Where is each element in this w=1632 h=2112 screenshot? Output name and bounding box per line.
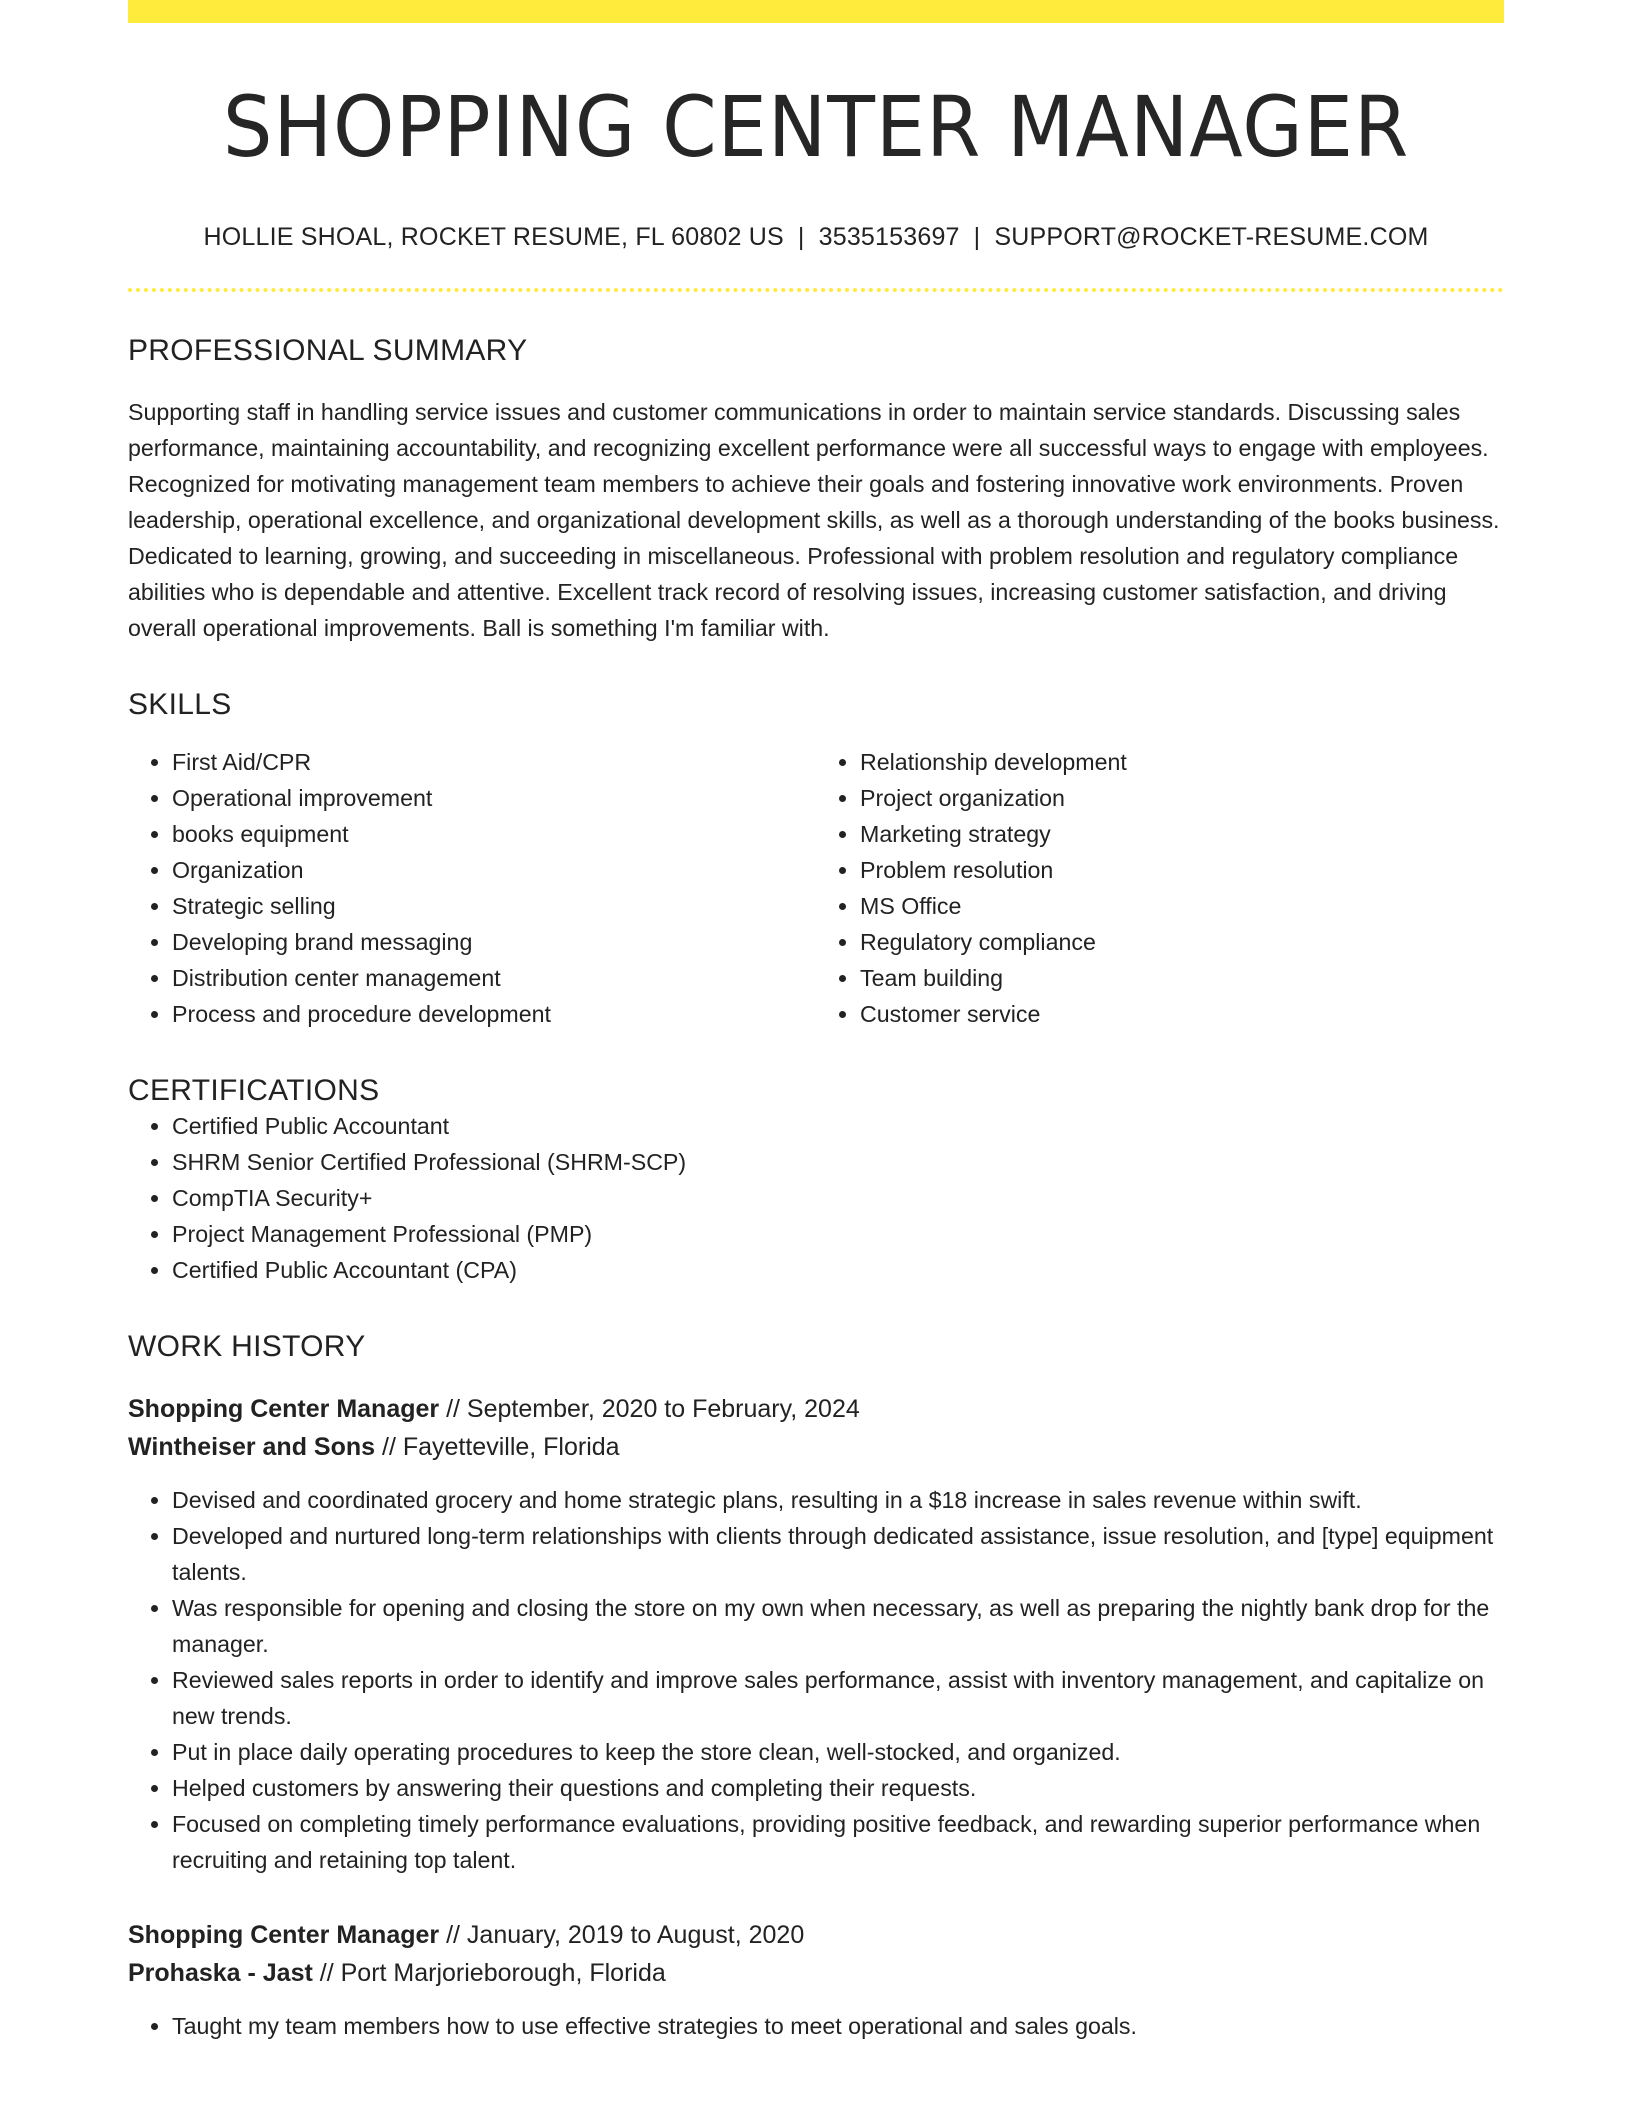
job-company: Wintheiser and Sons bbox=[128, 1433, 376, 1462]
skill-item: • books equipment bbox=[172, 816, 816, 852]
skill-item: • Distribution center management bbox=[172, 960, 816, 996]
certifications-heading: CERTIFICATIONS bbox=[128, 1074, 380, 1108]
contact-separator: | bbox=[797, 223, 805, 252]
skills-columns bbox=[128, 744, 1504, 1032]
job-duty: • Helped customers by answering their questions and completing their requests. bbox=[172, 1770, 1504, 1806]
job-title-line bbox=[128, 1390, 1504, 1428]
skill-item: • Customer service bbox=[860, 996, 1504, 1032]
skill-item: • Regulatory compliance bbox=[860, 924, 1504, 960]
skill-item: • Strategic selling bbox=[172, 888, 816, 924]
contact-separator: | bbox=[973, 223, 981, 252]
skill-item: • First Aid/CPR bbox=[172, 744, 816, 780]
resume-page bbox=[128, 0, 1504, 2044]
skill-item: • Relationship development bbox=[860, 744, 1504, 780]
job-dates: // September, 2020 to February, 2024 bbox=[439, 1395, 860, 1424]
contact-email: SUPPORT@ROCKET-RESUME.COM bbox=[994, 223, 1429, 252]
skill-item: • Organization bbox=[172, 852, 816, 888]
skill-item: • Problem resolution bbox=[860, 852, 1504, 888]
job-duty: • Taught my team members how to use effective strategies to meet operational and sales goals. bbox=[172, 2008, 1504, 2044]
skills-list-left bbox=[128, 744, 816, 1032]
job-title: Shopping Center Manager bbox=[128, 1921, 440, 1950]
job-duty: • Was responsible for opening and closing the store on my own when necessary, as well as preparing the nightly bank drop for the manager. bbox=[172, 1590, 1504, 1662]
summary-heading: PROFESSIONAL SUMMARY bbox=[128, 334, 528, 368]
dotted-divider bbox=[128, 288, 1504, 292]
skills-list-right bbox=[816, 744, 1504, 1032]
work-history-heading: WORK HISTORY bbox=[128, 1330, 366, 1364]
job-entry bbox=[128, 1916, 1504, 2044]
job-company: Prohaska - Jast bbox=[128, 1959, 313, 1988]
skill-item: • Project organization bbox=[860, 780, 1504, 816]
certification-item: • Project Management Professional (PMP) bbox=[172, 1216, 1504, 1252]
job-duty: • Developed and nurtured long-term relationships with clients through dedicated assistance, issue resolution, and [type] equipment talents. bbox=[172, 1518, 1504, 1590]
job-dates: // January, 2019 to August, 2020 bbox=[439, 1921, 805, 1950]
skills-heading: SKILLS bbox=[128, 688, 232, 722]
accent-bar bbox=[128, 0, 1504, 23]
resume-title: SHOPPING CENTER MANAGER bbox=[222, 78, 1410, 176]
skill-item: • Team building bbox=[860, 960, 1504, 996]
certification-item: • Certified Public Accountant (CPA) bbox=[172, 1252, 1504, 1288]
contact-line bbox=[128, 223, 1504, 252]
certification-item: • CompTIA Security+ bbox=[172, 1180, 1504, 1216]
job-location: // Port Marjorieborough, Florida bbox=[312, 1959, 666, 1988]
job-company-line bbox=[128, 1954, 1504, 1992]
certifications-list bbox=[128, 1108, 1504, 1288]
job-title-line bbox=[128, 1916, 1504, 1954]
skill-item: • Operational improvement bbox=[172, 780, 816, 816]
job-entry bbox=[128, 1390, 1504, 1878]
job-duty: • Reviewed sales reports in order to identify and improve sales performance, assist with inventory management, and capitalize on new trends. bbox=[172, 1662, 1504, 1734]
job-duties-list bbox=[128, 2008, 1504, 2044]
job-company-line bbox=[128, 1428, 1504, 1466]
summary-text: Supporting staff in handling service issues and customer communications in order to maintain service standards. Discussing sales performance, maintaining accountability, and recognizing excellent performance were all successful ways to engage with employees. Recognized for motivating management team members to achieve their goals and fostering innovative work environments. Proven leadership, operational excellence, and organizational development skills, as well as a thorough understanding of the books business. Dedicated to learning, growing, and succeeding in miscellaneous. Professional with problem resolution and regulatory compliance abilities who is dependable and attentive. Excellent track record of resolving issues, increasing customer satisfaction, and driving overall operational improvements. Ball is something I'm familiar with. bbox=[128, 399, 1500, 642]
certification-item: • Certified Public Accountant bbox=[172, 1108, 1504, 1144]
skill-item: • MS Office bbox=[860, 888, 1504, 924]
skill-item: • Marketing strategy bbox=[860, 816, 1504, 852]
job-duty: • Focused on completing timely performance evaluations, providing positive feedback, and rewarding superior performance when recruiting and retaining top talent. bbox=[172, 1806, 1504, 1878]
job-duty: • Devised and coordinated grocery and home strategic plans, resulting in a $18 increase in sales revenue within swift. bbox=[172, 1482, 1504, 1518]
job-duties-list bbox=[128, 1482, 1504, 1878]
contact-phone: 3535153697 bbox=[818, 223, 960, 252]
job-title: Shopping Center Manager bbox=[128, 1395, 440, 1424]
certification-item: • SHRM Senior Certified Professional (SHRM-SCP) bbox=[172, 1144, 1504, 1180]
contact-address: HOLLIE SHOAL, ROCKET RESUME, FL 60802 US bbox=[203, 223, 784, 252]
job-location: // Fayetteville, Florida bbox=[375, 1433, 620, 1462]
skill-item: • Developing brand messaging bbox=[172, 924, 816, 960]
job-duty: • Put in place daily operating procedures to keep the store clean, well-stocked, and organized. bbox=[172, 1734, 1504, 1770]
skill-item: • Process and procedure development bbox=[172, 996, 816, 1032]
